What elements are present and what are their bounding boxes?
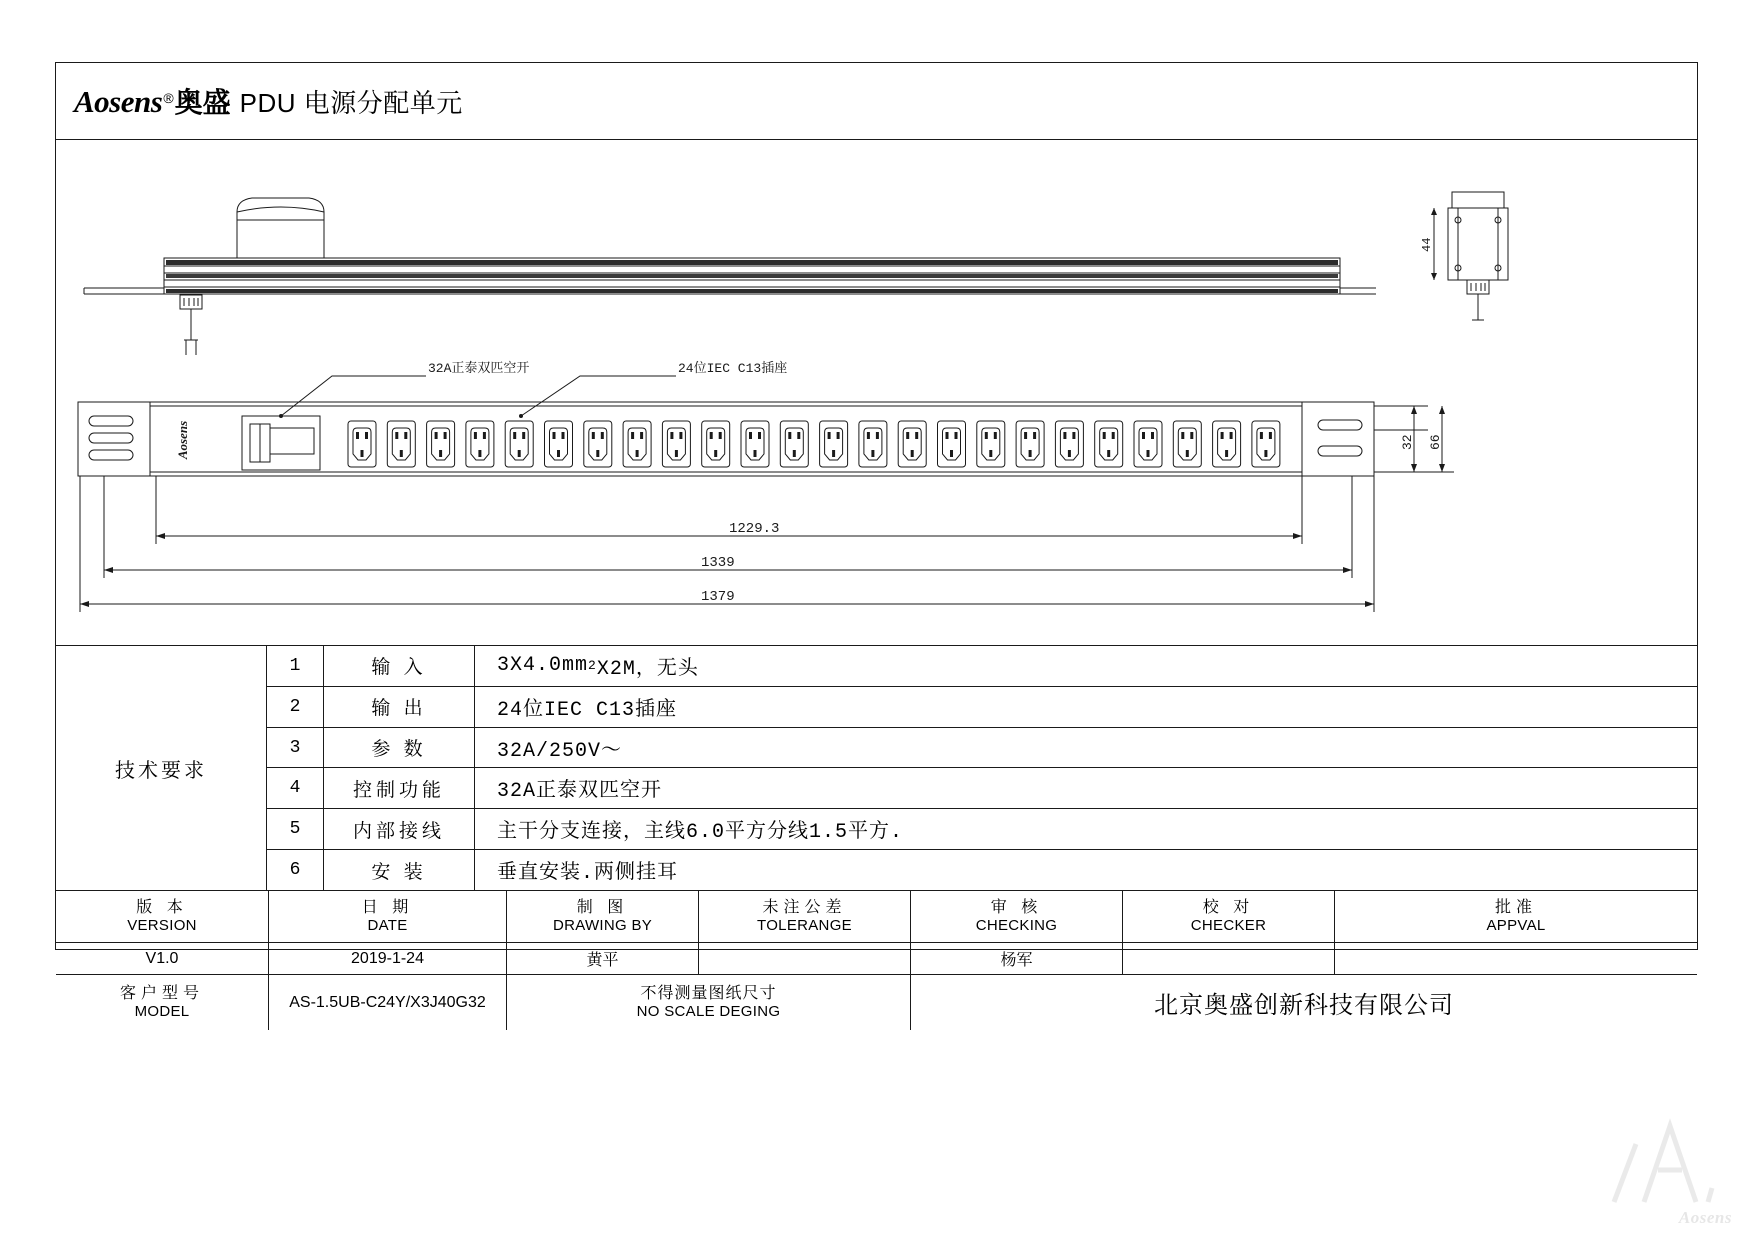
dimension-32: 32 — [1400, 434, 1415, 450]
sig-header-cn: 版 本 — [136, 898, 188, 916]
model-value: AS-1.5UB-C24Y/X3J40G32 — [269, 975, 507, 1030]
spec-row — [267, 687, 1697, 728]
outlet-pin-hole — [1029, 450, 1032, 457]
outlet-pin-hole — [946, 432, 949, 439]
outlet-pin-hole — [1112, 432, 1115, 439]
outlet-pin-hole — [793, 450, 796, 457]
outlet-pin-hole — [1068, 450, 1071, 457]
spec-table-title: 技术要求 — [56, 646, 267, 890]
sig-value-checker — [1123, 943, 1335, 974]
outlet-pin-hole — [754, 450, 757, 457]
sig-header-cn: 校 对 — [1202, 898, 1255, 916]
outlet-pin-hole — [1190, 432, 1193, 439]
spec-row-number: 5 — [267, 809, 324, 849]
spec-row-key: 安 装 — [324, 850, 475, 890]
sig-header-tolerance — [699, 891, 911, 942]
signature-values-row — [56, 943, 1697, 975]
spec-value-main: 3X4.0mm — [497, 654, 589, 678]
outlet-pin-hole — [1260, 432, 1263, 439]
outlet-pin-hole — [871, 450, 874, 457]
spec-row-value: 主干分支连接，主线6.0平方分线1.5平方. — [497, 821, 904, 845]
sig-header-cn: 未注公差 — [762, 898, 847, 916]
title-bar — [56, 63, 1697, 140]
sig-header-en: DATE — [367, 917, 408, 935]
outlet-pin-hole — [640, 432, 643, 439]
dimension-66: 66 — [1428, 434, 1443, 450]
signature-block — [56, 891, 1697, 1021]
outlet-pin-hole — [788, 432, 791, 439]
watermark-text: Aosens — [1678, 1208, 1732, 1227]
outlet-pin-hole — [837, 432, 840, 439]
signature-header-row — [56, 891, 1697, 943]
outlet-pin-hole — [596, 450, 599, 457]
spec-row-number: 2 — [267, 687, 324, 727]
sig-value-checking: 杨军 — [911, 943, 1123, 974]
outlet-pin-hole — [710, 432, 713, 439]
outlet-pin-hole — [1072, 432, 1075, 439]
sig-value-date: 2019-1-24 — [269, 943, 507, 974]
outlet-pin-hole — [1024, 432, 1027, 439]
outlet-pin-hole — [522, 432, 525, 439]
dimension-1339: 1339 — [701, 555, 735, 571]
watermark-logo-icon — [1592, 1110, 1732, 1210]
spec-row-value: 32A正泰双匹空开 — [497, 780, 663, 804]
outlet-pin-hole — [876, 432, 879, 439]
sig-header-en: TOLERANGE — [757, 917, 852, 935]
callout-label-breaker: 32A正泰双匹空开 — [428, 361, 530, 376]
outlet-pin-hole — [832, 450, 835, 457]
outlet-pin-hole — [758, 432, 761, 439]
spec-row — [267, 850, 1697, 890]
watermark — [1592, 1110, 1732, 1230]
outlet-pin-hole — [906, 432, 909, 439]
sig-header-en: APPVAL — [1486, 917, 1546, 935]
registered-mark: ® — [163, 90, 174, 106]
outlet-pin-hole — [444, 432, 447, 439]
spec-row-key: 输 入 — [324, 646, 475, 686]
dimension-44: 44 — [1420, 237, 1434, 252]
outlet-pin-hole — [985, 432, 988, 439]
outlet-pin-hole — [714, 450, 717, 457]
outlet-pin-hole — [670, 432, 673, 439]
sig-value-tolerance — [699, 943, 911, 974]
outlet-pin-hole — [1107, 450, 1110, 457]
outlet-pin-hole — [1033, 432, 1036, 439]
pdu-drawing-svg — [56, 140, 1696, 643]
brand-logo — [56, 81, 463, 121]
outlet-pin-hole — [867, 432, 870, 439]
outlet-pin-hole — [1151, 432, 1154, 439]
outlet-pin-hole — [404, 432, 407, 439]
spec-row-key: 控制功能 — [324, 768, 475, 808]
dimension-1379: 1379 — [701, 589, 735, 605]
spec-row-number: 3 — [267, 728, 324, 768]
outlet-pin-hole — [1186, 450, 1189, 457]
outlet-pin-hole — [361, 450, 364, 457]
outlet-pin-hole — [435, 432, 438, 439]
no-scale-note-en: NO SCALE DEGING — [636, 1003, 781, 1021]
spec-value-tail: X2M，无头 — [596, 657, 699, 681]
spec-row-number: 4 — [267, 768, 324, 808]
model-label-cn: 客户型号 — [119, 984, 204, 1002]
outlet-pin-hole — [1147, 450, 1150, 457]
spec-table-rows — [267, 646, 1697, 890]
dimension-1229: 1229.3 — [729, 521, 780, 537]
outlet-pin-hole — [797, 432, 800, 439]
outlet-pin-hole — [365, 432, 368, 439]
callout-label-outlets: 24位IEC C13插座 — [678, 361, 788, 376]
spec-value-sup: 2 — [588, 658, 597, 674]
outlet-pin-hole — [557, 450, 560, 457]
model-label-en: MODEL — [134, 1003, 190, 1021]
sig-header-cn: 批准 — [1494, 898, 1537, 916]
brand-chinese-text: 奥盛 — [174, 87, 231, 118]
outlet-pin-hole — [631, 432, 634, 439]
drawing-sheet — [55, 62, 1698, 1021]
spec-row — [267, 809, 1697, 850]
outlet-pin-hole — [719, 432, 722, 439]
sig-header-en: CHECKING — [975, 917, 1058, 935]
outlet-pin-hole — [1225, 450, 1228, 457]
outlet-pin-hole — [1142, 432, 1145, 439]
sig-header-checker — [1123, 891, 1335, 942]
spec-row — [267, 646, 1697, 687]
sig-header-cn: 审 核 — [990, 898, 1043, 916]
sig-value-drawing-by: 黄平 — [507, 943, 699, 974]
spec-row-value: 24位IEC C13插座 — [497, 698, 678, 722]
sig-header-en: VERSION — [127, 917, 197, 935]
outlet-pin-hole — [1269, 432, 1272, 439]
sig-header-drawing-by — [507, 891, 699, 942]
outlet-pin-hole — [592, 432, 595, 439]
outlet-pin-hole — [474, 432, 477, 439]
sig-value-version: V1.0 — [56, 943, 269, 974]
technical-drawing-area — [56, 140, 1697, 646]
outlet-pin-hole — [601, 432, 604, 439]
outlet-pin-hole — [356, 432, 359, 439]
sig-header-checking — [911, 891, 1123, 942]
outlet-pin-hole — [478, 450, 481, 457]
sig-header-en: CHECKER — [1190, 917, 1267, 935]
sig-header-cn: 制 图 — [576, 898, 629, 916]
outlet-pin-hole — [915, 432, 918, 439]
outlet-pin-hole — [400, 450, 403, 457]
outlet-pin-hole — [994, 432, 997, 439]
outlet-pin-hole — [562, 432, 565, 439]
body-brand-label: Aosens — [175, 420, 190, 460]
spec-row-value: 垂直安装.两侧挂耳 — [497, 862, 679, 886]
sig-header-approval — [1335, 891, 1697, 942]
spec-row — [267, 728, 1697, 769]
outlet-pin-hole — [1230, 432, 1233, 439]
spec-row-value: 32A/250V～ — [497, 739, 623, 763]
document-title: PDU 电源分配单元 — [239, 88, 463, 118]
outlet-pin-hole — [679, 432, 682, 439]
spec-row-key: 参 数 — [324, 728, 475, 768]
no-scale-note — [507, 975, 911, 1030]
outlet-pin-hole — [636, 450, 639, 457]
outlet-pin-hole — [828, 432, 831, 439]
sig-header-date — [269, 891, 507, 942]
outlet-pin-hole — [483, 432, 486, 439]
outlet-pin-hole — [955, 432, 958, 439]
outlet-pin-hole — [1103, 432, 1106, 439]
spec-row-key: 输 出 — [324, 687, 475, 727]
outlet-pin-hole — [675, 450, 678, 457]
no-scale-note-cn: 不得测量图纸尺寸 — [640, 984, 777, 1002]
outlet-pin-hole — [1264, 450, 1267, 457]
outlet-pin-hole — [439, 450, 442, 457]
company-name: 北京奥盛创新科技有限公司 — [1154, 992, 1454, 1019]
sig-value-approval — [1335, 943, 1697, 974]
outlet-pin-hole — [911, 450, 914, 457]
outlet-pin-hole — [1063, 432, 1066, 439]
sig-header-cn: 日 期 — [361, 898, 414, 916]
spec-row-number: 1 — [267, 646, 324, 686]
outlet-pin-hole — [749, 432, 752, 439]
model-row — [56, 975, 1697, 1030]
model-label — [56, 975, 269, 1030]
outlet-pin-hole — [1221, 432, 1224, 439]
spec-row-value — [475, 646, 1697, 686]
outlet-pin-hole — [395, 432, 398, 439]
outlet-pin-hole — [513, 432, 516, 439]
outlet-pin-hole — [553, 432, 556, 439]
spec-row-key: 内部接线 — [324, 809, 475, 849]
technical-requirements-table — [56, 646, 1697, 891]
outlet-pin-hole — [518, 450, 521, 457]
brand-latin-text: Aosens — [74, 84, 163, 119]
outlet-pin-hole — [950, 450, 953, 457]
sig-header-en: DRAWING BY — [552, 917, 653, 935]
sig-header-version — [56, 891, 269, 942]
spec-row — [267, 768, 1697, 809]
outlet-pin-hole — [1181, 432, 1184, 439]
spec-row-number: 6 — [267, 850, 324, 890]
outlet-pin-hole — [989, 450, 992, 457]
